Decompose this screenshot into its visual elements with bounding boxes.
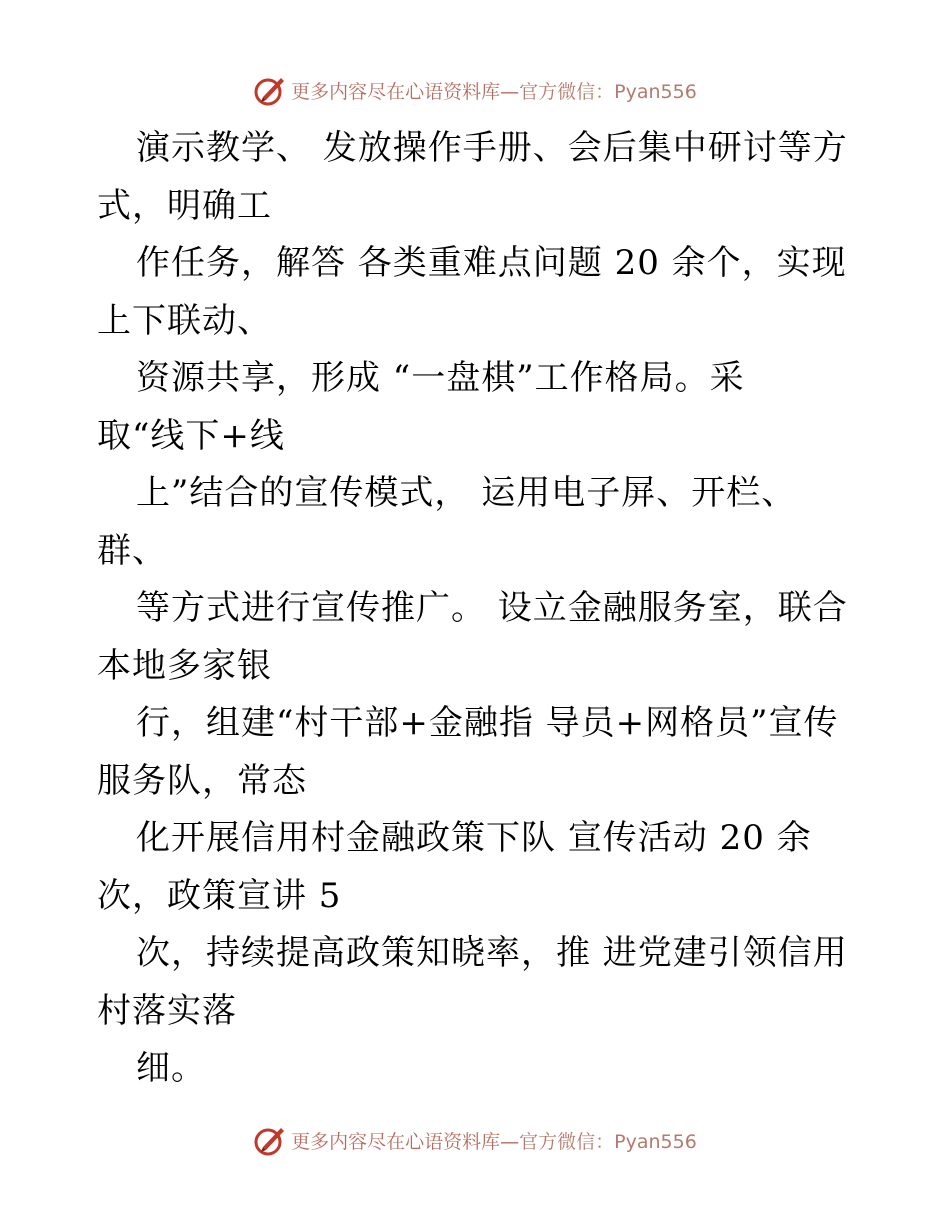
banner-dash: — bbox=[500, 1130, 520, 1153]
body-line: 资源共享，形成 “一盘棋”工作格局。采 bbox=[136, 358, 745, 398]
body-line: 式，明确工 bbox=[97, 185, 272, 226]
body-line: 村落实落 bbox=[97, 990, 237, 1031]
quill-pen-logo-icon bbox=[253, 73, 287, 107]
banner-text bbox=[291, 77, 697, 104]
body-line: 演示教学、 发放操作手册、会后集中研讨等方 bbox=[136, 128, 848, 168]
body-line: 行，组建“村干部+金融指 导员+网格员”宣传 bbox=[136, 703, 839, 743]
body-line: 服务队，常态 bbox=[97, 760, 307, 801]
quill-pen-logo-icon bbox=[253, 1123, 287, 1157]
body-line: 次，持续提高政策知晓率，推 进党建引领信用 bbox=[136, 933, 848, 973]
footer-banner bbox=[0, 1120, 950, 1160]
body-line: 细。 bbox=[136, 1048, 206, 1088]
body-line: 取“线下+线 bbox=[97, 415, 285, 456]
banner-dash: — bbox=[500, 80, 520, 103]
body-line: 化开展信用村金融政策下队 宣传活动 20 余 bbox=[136, 818, 812, 858]
body-line: 本地多家银 bbox=[97, 645, 272, 686]
banner-wechat: 官方微信：Pyan556 bbox=[519, 80, 697, 103]
body-line: 等方式进行宣传推广。 设立金融服务室，联合 bbox=[136, 588, 848, 628]
banner-site-name: 更多内容尽在心语资料库 bbox=[291, 80, 501, 103]
body-line: 次，政策宣讲 5 bbox=[97, 875, 342, 916]
banner-site-name: 更多内容尽在心语资料库 bbox=[291, 1130, 501, 1153]
header-banner bbox=[0, 70, 950, 110]
body-line: 作任务，解答 各类重难点问题 20 余个，实现 bbox=[136, 243, 847, 283]
body-line: 上”结合的宣传模式， 运用电子屏、开栏、 bbox=[136, 473, 797, 513]
banner-text bbox=[291, 1127, 697, 1154]
banner-wechat: 官方微信：Pyan556 bbox=[519, 1130, 697, 1153]
document-body bbox=[97, 120, 857, 1098]
body-line: 群、 bbox=[97, 530, 167, 571]
body-line: 上下联动、 bbox=[97, 300, 272, 341]
